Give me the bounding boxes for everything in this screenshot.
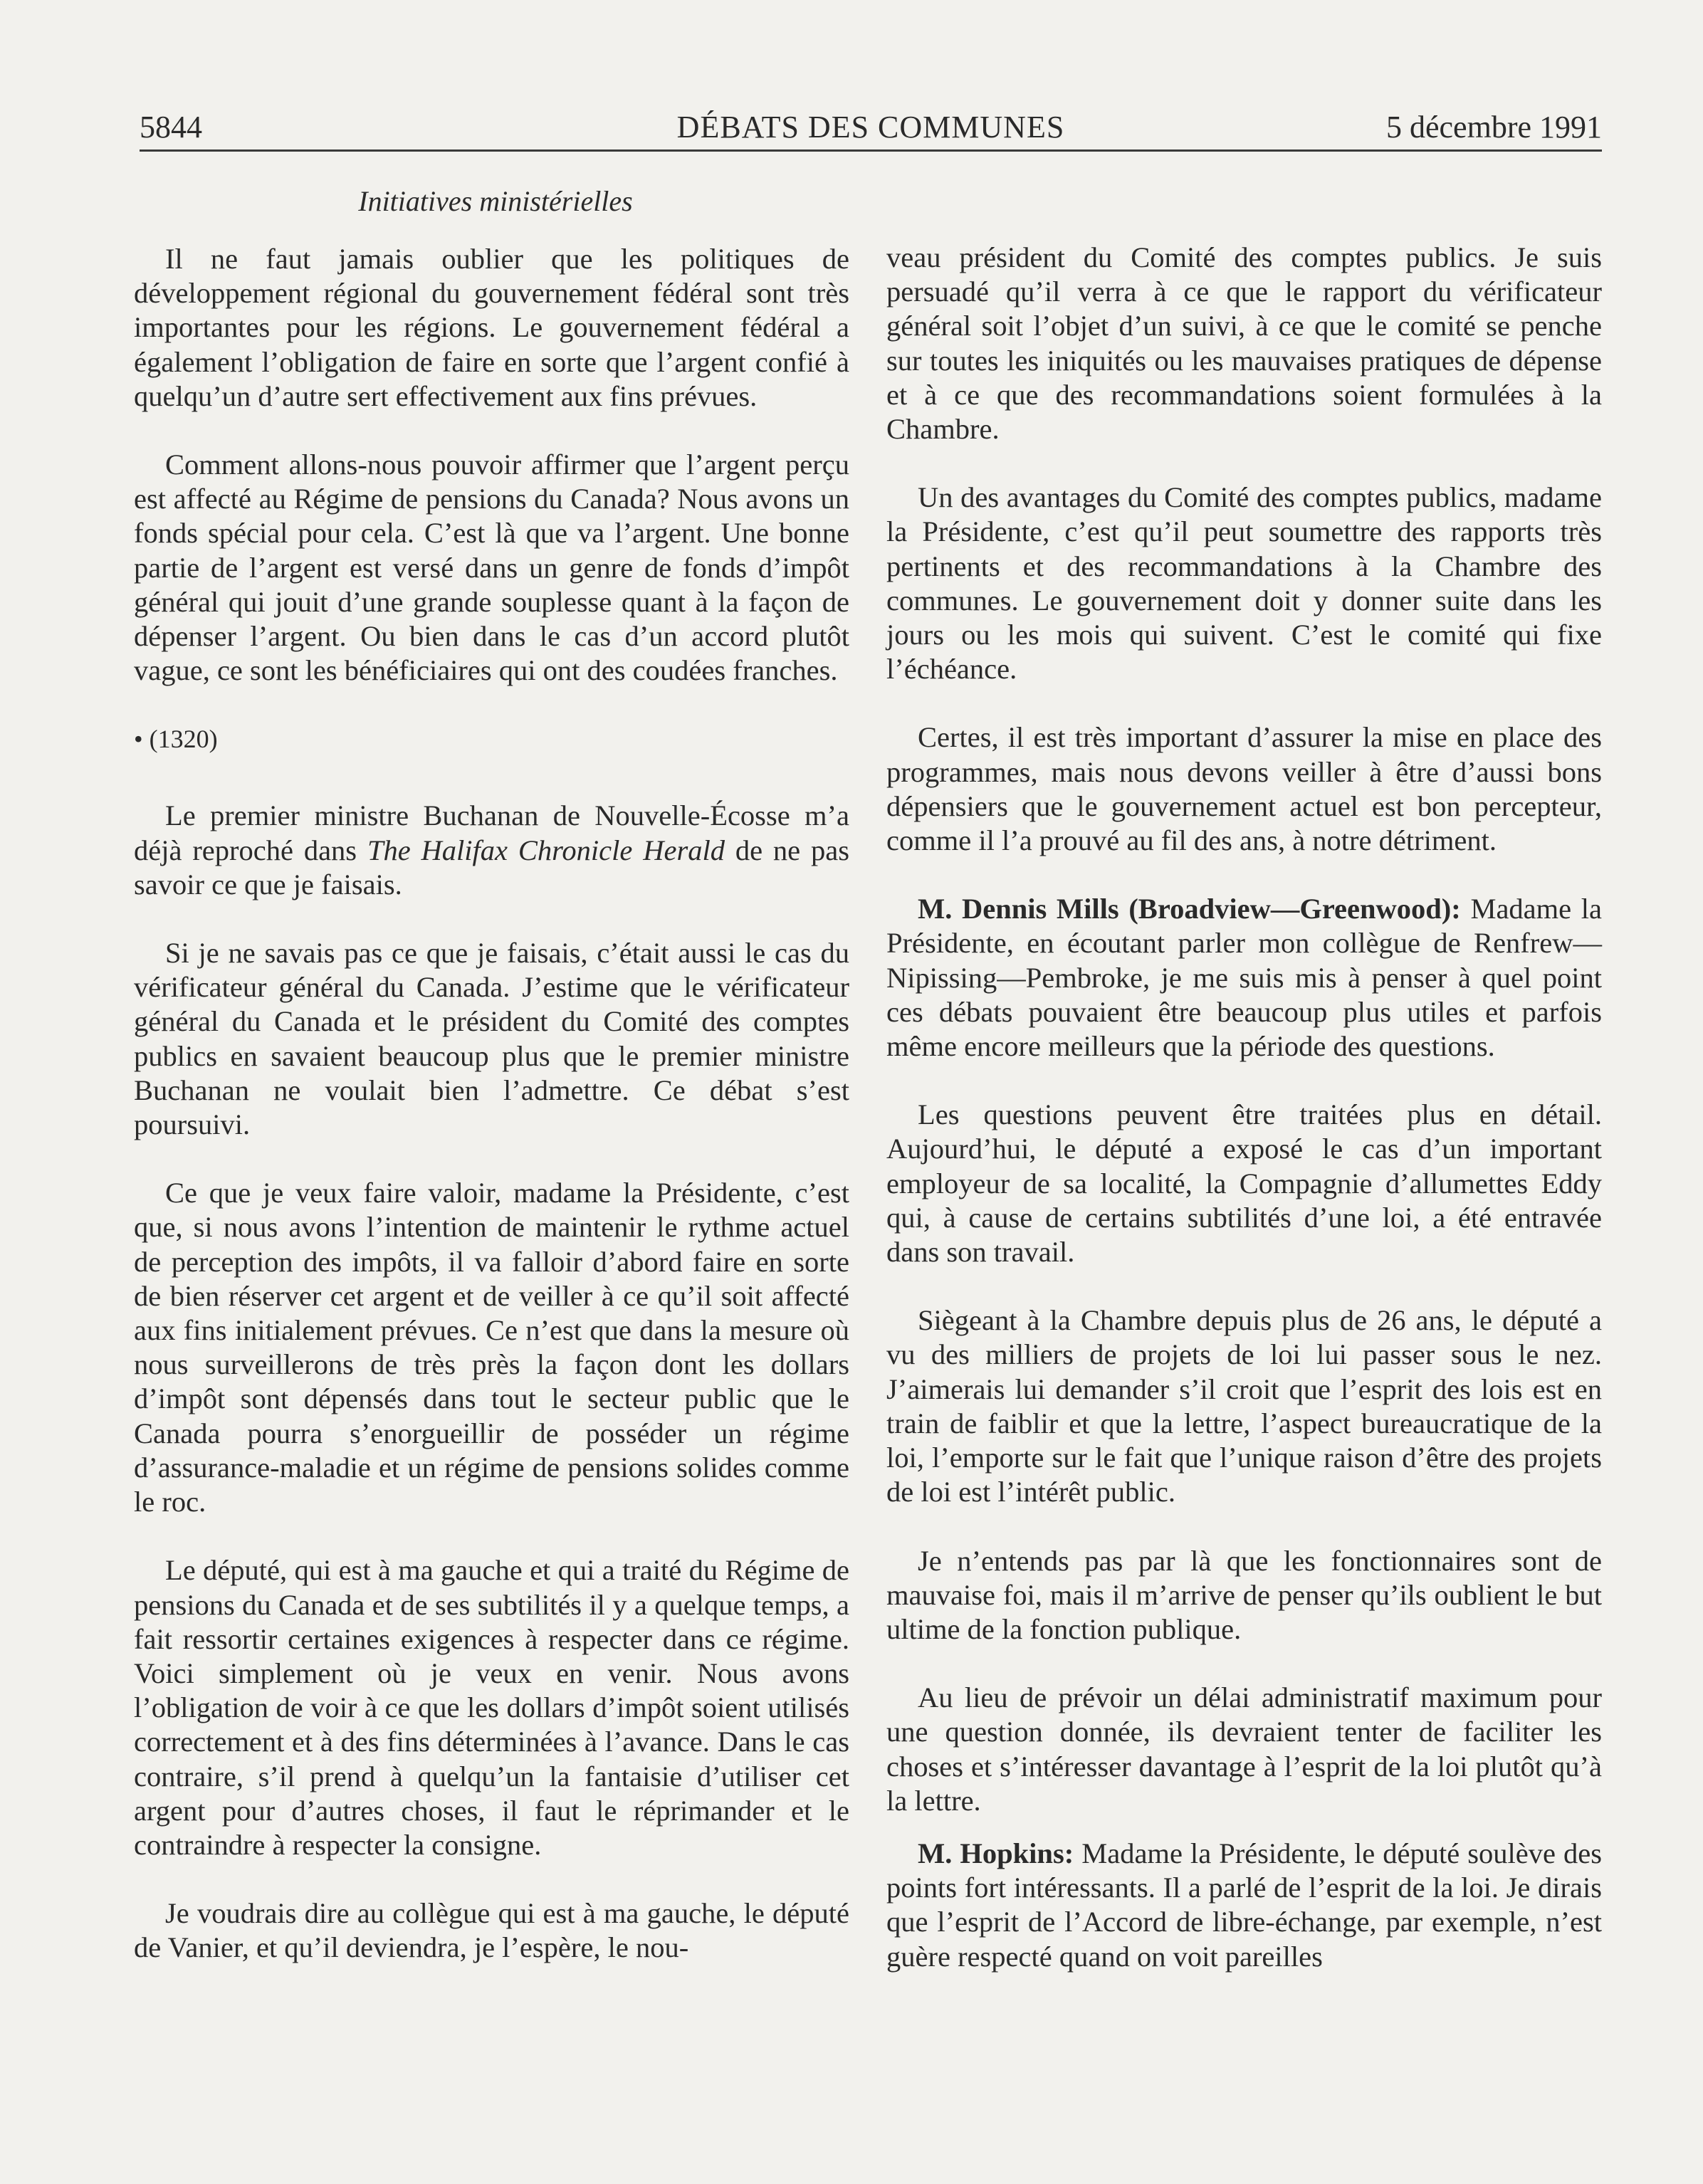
paragraph-text: Madame la Présidente, en écoutant parler mon collègue de Renfrew—Nipissing—Pembroke, je me suis mis à penser à quel point ces débats pouvaient être beaucoup plus utiles et parfois même encore meilleurs que la période des questions. [886,893,1603,1063]
section-title: Initiatives ministérielles [358,185,633,217]
header-date: 5 décembre 1991 [1386,110,1602,145]
paragraph: Certes, il est très important d’assurer la mise en place des programmes, mais nous devons veiller à être d’aussi bons dépensiers que le gouvernement actuel est bon percepteur, comme il l’a prouvé au fil des ans, à notre détriment. [886,721,1602,857]
paragraph: Ce que je veux faire valoir, madame la Présidente, c’est que, si nous avons l’intention de maintenir le rythme actuel de perception des impôts, il va falloir d’abord faire en sorte de bien réserver cet argent et de veiller à ce qu’il soit affecté aux fins initialement prévues. Ce n’est que dans la mesure où nous surveillerons de très près la façon dont les dollars d’impôt sont dépensés dans tout le secteur public que le Canada pourra s’enorgueillir de posséder un régime d’assurance-maladie et un régime de pensions solides comme le roc. [134,1177,849,1518]
paragraph: Il ne faut jamais oublier que les politiques de développement régional du gouvernement fédéral sont très importantes pour les régions. Le gouvernement fédéral a également l’obligation de faire en sorte que l’argent confié à quelqu’un d’autre sert effectivement aux fins prévues. [134,243,849,412]
time-marker: • (1320) [134,725,218,754]
paragraph: veau président du Comité des comptes publics. Je suis persuadé qu’il verra à ce que le rapport du vérificateur général soit l’objet d’un suivi, à ce que le comité se penche sur toutes les iniquités ou les mauvaises pratiques de dépense et à ce que des recommandations soient formulées à la Chambre. [886,241,1602,446]
speaker-name: M. Hopkins: [918,1837,1074,1869]
paragraph-text: Madame la Présidente, le député soulève des points fort intéressants. Il a parlé de l’esprit de la loi. Je dirais que l’esprit de l’Accord de libre-échange, par exemple, n’est guère respecté quand on voit pareilles [886,1837,1602,1973]
paragraph: Au lieu de prévoir un délai administratif maximum pour une question donnée, ils devraient tenter de faciliter les choses et s’intéresser davantage à l’esprit de la loi plutôt qu’à la lettre. [886,1681,1602,1817]
header-rule [140,149,1602,152]
newspaper-title: The Halifax Chronicle Herald [367,834,725,866]
publication-title: DÉBATS DES COMMUNES [676,110,1065,145]
paragraph-text: de ne pas savoir ce que je faisais. [134,834,849,901]
paragraph: Un des avantages du Comité des comptes publics, madame la Présidente, c’est qu’il peut soumettre des rapports très pertinents et des recommandations à la Chambre des communes. Le gouvernement doit y donner suite dans les jours ou les mois qui suivent. C’est le comité qui fixe l’échéance. [886,481,1602,686]
left-column [134,242,849,2000]
speaker-name: M. Dennis Mills (Broadview—Greenwood): [918,893,1461,925]
paragraph: Je voudrais dire au collègue qui est à ma gauche, le député de Vanier, et qu’il deviendra, je l’espère, le nou- [134,1897,849,1964]
page-number: 5844 [140,110,202,145]
right-column [886,241,1602,2008]
paragraph: Je n’entends pas par là que les fonctionnaires sont de mauvaise foi, mais il m’arrive de penser qu’ils oublient le but ultime de la fonction publique. [886,1544,1602,1645]
page-header [140,108,1602,147]
paragraph-text: Le premier ministre Buchanan de Nouvelle-Écosse m’a déjà reproché dans [134,799,849,866]
paragraph: Comment allons-nous pouvoir affirmer que l’argent perçu est affecté au Régime de pensions du Canada? Nous avons un fonds spécial pour cela. C’est là que va l’argent. Une bonne partie de l’argent est versé dans un genre de fonds d’impôt général qui jouit d’une grande souplesse quant à la façon de dépenser l’argent. Ou bien dans le cas d’un accord plutôt vague, ce sont les bénéficiaires qui ont des coudées franches. [134,448,849,687]
paragraph [886,892,1602,1064]
paragraph: Les questions peuvent être traitées plus en détail. Aujourd’hui, le député a exposé le cas d’un important employeur de sa localité, la Compagnie d’allumettes Eddy qui, à cause de certains subtilités d’une loi, a été entravée dans son travail. [886,1098,1602,1269]
paragraph: Le député, qui est à ma gauche et qui a traité du Régime de pensions du Canada et de ses subtilités il y a quelque temps, a fait ressortir certaines exigences à respecter dans ce régime. Voici simplement où je veux en venir. Nous avons l’obligation de voir à ce que les dollars d’impôt soient utilisés correctement et à des fins déterminées à l’avance. Dans le cas contraire, s’il prend à quelqu’un la fantaisie d’utiliser cet argent pour d’autres choses, il faut le réprimander et le contraindre à respecter la consigne. [134,1554,849,1861]
paragraph: Si je ne savais pas ce que je faisais, c’était aussi le cas du vérificateur général du Canada. J’estime que le vérificateur général du Canada et le président du Comité des comptes publics en savaient beaucoup plus que le premier ministre Buchanan ne voulait bien l’admettre. Ce débat s’est poursuivi. [134,937,849,1141]
paragraph [886,1837,1602,1974]
paragraph: Siègeant à la Chambre depuis plus de 26 ans, le député a vu des milliers de projets de loi lui passer sous le nez. J’aimerais lui demander s’il croit que l’esprit des lois est en train de faiblir et que la lettre, l’aspect bureaucratique de la loi, l’emporte sur le fait que l’unique raison d’être des projets de loi est l’intérêt public. [886,1304,1602,1508]
paragraph [134,799,849,902]
